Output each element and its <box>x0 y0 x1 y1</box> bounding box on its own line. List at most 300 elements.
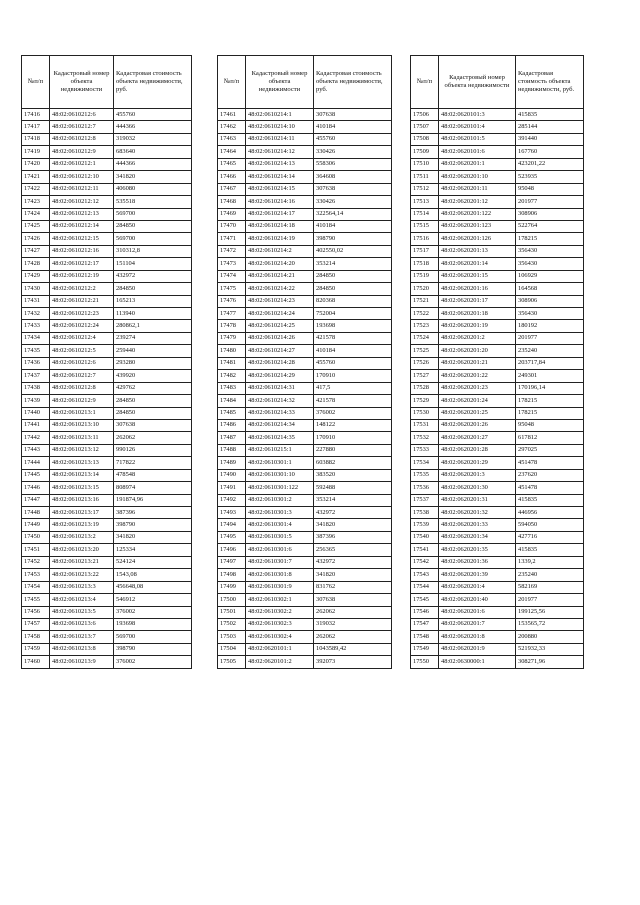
row-number: 17439 <box>22 395 50 407</box>
cadastral-number: 48:02:0610301:3 <box>246 507 314 519</box>
table-row <box>22 146 192 158</box>
cadastral-value: 535518 <box>114 196 192 208</box>
cadastral-number: 48:02:0610213:9 <box>50 656 114 668</box>
cadastral-number: 48:02:0620201:9 <box>439 643 516 655</box>
cadastral-number: 48:02:0610213:11 <box>50 432 114 444</box>
table-row <box>22 270 192 282</box>
cadastral-number: 48:02:0610214:16 <box>246 196 314 208</box>
cadastral-number: 48:02:0610213:19 <box>50 519 114 531</box>
table-row <box>218 419 392 431</box>
cadastral-number: 48:02:0610214:10 <box>246 121 314 133</box>
table-row <box>218 370 392 382</box>
row-number: 17473 <box>218 258 246 270</box>
cadastral-value: 95048 <box>516 419 584 431</box>
cadastral-value: 307638 <box>314 109 392 121</box>
row-number: 17468 <box>218 196 246 208</box>
cadastral-value: 125334 <box>114 544 192 556</box>
cadastral-value: 199125,56 <box>516 606 584 618</box>
table-row <box>22 631 192 643</box>
row-number: 17447 <box>22 494 50 506</box>
table-row <box>218 494 392 506</box>
cadastral-value: 259440 <box>114 345 192 357</box>
table-row <box>411 208 584 220</box>
cadastral-number: 48:02:0610212:1 <box>50 158 114 170</box>
table-header-row <box>411 56 584 109</box>
cadastral-number: 48:02:0610212:7 <box>50 121 114 133</box>
row-number: 17476 <box>218 295 246 307</box>
table-row <box>22 519 192 531</box>
row-number: 17449 <box>22 519 50 531</box>
cadastral-value: 594050 <box>516 519 584 531</box>
cadastral-number: 48:02:0620201:6 <box>439 606 516 618</box>
cadastral-value: 415835 <box>516 544 584 556</box>
table-row <box>411 618 584 630</box>
row-number: 17417 <box>22 121 50 133</box>
row-number: 17503 <box>218 631 246 643</box>
cadastral-value: 391440 <box>516 133 584 145</box>
cadastral-number: 48:02:0620201:12 <box>439 196 516 208</box>
table-row <box>218 345 392 357</box>
cadastral-value: 285144 <box>516 121 584 133</box>
row-number: 17458 <box>22 631 50 643</box>
row-number: 17421 <box>22 171 50 183</box>
cadastral-value: 341820 <box>314 569 392 581</box>
table-row <box>22 469 192 481</box>
cadastral-number: 48:02:0610213:21 <box>50 556 114 568</box>
table-row <box>22 556 192 568</box>
table-row <box>218 308 392 320</box>
table-row <box>411 295 584 307</box>
row-number: 17452 <box>22 556 50 568</box>
row-number: 17488 <box>218 444 246 456</box>
cadastral-number: 48:02:0620201:24 <box>439 395 516 407</box>
cadastral-value: 456648,08 <box>114 581 192 593</box>
cadastral-number: 48:02:0610212:5 <box>50 345 114 357</box>
table-row <box>22 258 192 270</box>
table-row <box>218 270 392 282</box>
cadastral-number: 48:02:0610212:14 <box>50 220 114 232</box>
cadastral-value: 353214 <box>314 494 392 506</box>
table-row <box>218 382 392 394</box>
cadastral-value: 262062 <box>314 606 392 618</box>
header-cadastral-number: Кадастровый номер объекта недвижимости <box>50 56 114 109</box>
table-row <box>218 656 392 668</box>
row-number: 17416 <box>22 109 50 121</box>
table-row <box>218 531 392 543</box>
table-row <box>411 158 584 170</box>
table-row <box>411 469 584 481</box>
cadastral-value: 307638 <box>314 594 392 606</box>
row-number: 17499 <box>218 581 246 593</box>
table-row <box>218 457 392 469</box>
table-row <box>22 308 192 320</box>
row-number: 17498 <box>218 569 246 581</box>
table-row <box>218 357 392 369</box>
cadastral-value: 603882 <box>314 457 392 469</box>
cadastral-number: 48:02:0620201:26 <box>439 419 516 431</box>
row-number: 17486 <box>218 419 246 431</box>
cadastral-value: 1339,2 <box>516 556 584 568</box>
row-number: 17457 <box>22 618 50 630</box>
cadastral-number: 48:02:0610214:20 <box>246 258 314 270</box>
table-body <box>218 109 392 669</box>
row-number: 17522 <box>411 308 439 320</box>
cadastral-value: 239274 <box>114 332 192 344</box>
cadastral-value: 284850 <box>314 270 392 282</box>
cadastral-value: 569700 <box>114 631 192 643</box>
row-number: 17535 <box>411 469 439 481</box>
cadastral-number: 48:02:0610214:23 <box>246 295 314 307</box>
table-row <box>218 220 392 232</box>
cadastral-value: 423201,22 <box>516 158 584 170</box>
header-cadastral-value: Кадастровая стоимость объекта недвижимости, руб. <box>114 56 192 109</box>
cadastral-value: 387396 <box>114 507 192 519</box>
table-row <box>411 308 584 320</box>
cadastral-number: 48:02:0610301:10 <box>246 469 314 481</box>
table-header-row <box>218 56 392 109</box>
row-number: 17426 <box>22 233 50 245</box>
cadastral-number: 48:02:0620101:4 <box>439 121 516 133</box>
cadastral-number: 48:02:0610213:5 <box>50 606 114 618</box>
cadastral-number: 48:02:0620201:126 <box>439 233 516 245</box>
cadastral-number: 48:02:0610301:122 <box>246 482 314 494</box>
cadastral-value: 341820 <box>114 171 192 183</box>
cadastral-value: 165213 <box>114 295 192 307</box>
cadastral-number: 48:02:0620201:39 <box>439 569 516 581</box>
cadastral-number: 48:02:0610214:18 <box>246 220 314 232</box>
table-row <box>22 407 192 419</box>
cadastral-value: 308906 <box>516 208 584 220</box>
table-row <box>218 606 392 618</box>
row-number: 17460 <box>22 656 50 668</box>
cadastral-value: 522764 <box>516 220 584 232</box>
table-row <box>411 258 584 270</box>
table-row <box>411 606 584 618</box>
table-row <box>411 494 584 506</box>
table-row <box>22 382 192 394</box>
table-row <box>22 494 192 506</box>
row-number: 17479 <box>218 332 246 344</box>
cadastral-value: 353214 <box>314 258 392 270</box>
cadastral-value: 356430 <box>516 258 584 270</box>
cadastral-number: 48:02:0620201:10 <box>439 171 516 183</box>
table-row <box>22 158 192 170</box>
table-row <box>218 208 392 220</box>
row-number: 17459 <box>22 643 50 655</box>
table-row <box>218 258 392 270</box>
table-row <box>218 146 392 158</box>
cadastral-value: 432972 <box>314 507 392 519</box>
table-row <box>22 444 192 456</box>
row-number: 17544 <box>411 581 439 593</box>
cadastral-number: 48:02:0620201:14 <box>439 258 516 270</box>
cadastral-number: 48:02:0620201:122 <box>439 208 516 220</box>
cadastral-number: 48:02:0620201:21 <box>439 357 516 369</box>
cadastral-number: 48:02:0610212:8 <box>50 133 114 145</box>
row-number: 17433 <box>22 320 50 332</box>
cadastral-number: 48:02:0620201:31 <box>439 494 516 506</box>
cadastral-table-1 <box>21 55 192 669</box>
row-number: 17443 <box>22 444 50 456</box>
row-number: 17530 <box>411 407 439 419</box>
row-number: 17451 <box>22 544 50 556</box>
table-row <box>22 133 192 145</box>
cadastral-number: 48:02:0610212:21 <box>50 295 114 307</box>
table-row <box>22 531 192 543</box>
cadastral-number: 48:02:0620201:19 <box>439 320 516 332</box>
row-number: 17509 <box>411 146 439 158</box>
cadastral-number: 48:02:0610214:2 <box>246 245 314 257</box>
table-row <box>22 581 192 593</box>
cadastral-value: 406080 <box>114 183 192 195</box>
row-number: 17519 <box>411 270 439 282</box>
cadastral-value: 280862,1 <box>114 320 192 332</box>
cadastral-table-3 <box>410 55 584 669</box>
cadastral-number: 48:02:0620201:36 <box>439 556 516 568</box>
cadastral-number: 48:02:0610214:26 <box>246 332 314 344</box>
table-row <box>411 544 584 556</box>
row-number: 17470 <box>218 220 246 232</box>
cadastral-value: 439920 <box>114 370 192 382</box>
table-row <box>218 444 392 456</box>
table-row <box>22 357 192 369</box>
cadastral-value: 284850 <box>114 395 192 407</box>
table-row <box>218 196 392 208</box>
cadastral-number: 48:02:0620101:5 <box>439 133 516 145</box>
row-number: 17489 <box>218 457 246 469</box>
table-row <box>218 407 392 419</box>
table-row <box>22 220 192 232</box>
cadastral-number: 48:02:0620201:29 <box>439 457 516 469</box>
cadastral-value: 341820 <box>114 531 192 543</box>
row-number: 17440 <box>22 407 50 419</box>
cadastral-value: 201977 <box>516 196 584 208</box>
row-number: 17424 <box>22 208 50 220</box>
row-number: 17532 <box>411 432 439 444</box>
cadastral-value: 153565,72 <box>516 618 584 630</box>
table-row <box>22 432 192 444</box>
cadastral-number: 48:02:0610212:12 <box>50 196 114 208</box>
row-number: 17527 <box>411 370 439 382</box>
cadastral-value: 308271,96 <box>516 656 584 668</box>
row-number: 17546 <box>411 606 439 618</box>
row-number: 17500 <box>218 594 246 606</box>
table-row <box>22 482 192 494</box>
cadastral-number: 48:02:0610213:2 <box>50 531 114 543</box>
row-number: 17502 <box>218 618 246 630</box>
cadastral-value: 256365 <box>314 544 392 556</box>
row-number: 17453 <box>22 569 50 581</box>
cadastral-value: 319032 <box>314 618 392 630</box>
table-row <box>22 594 192 606</box>
cadastral-number: 48:02:0610302:3 <box>246 618 314 630</box>
row-number: 17534 <box>411 457 439 469</box>
cadastral-number: 48:02:0620201:28 <box>439 444 516 456</box>
cadastral-value: 1543,08 <box>114 569 192 581</box>
row-number: 17455 <box>22 594 50 606</box>
table-row <box>22 507 192 519</box>
cadastral-value: 235240 <box>516 569 584 581</box>
table-row <box>22 283 192 295</box>
table-row <box>22 196 192 208</box>
cadastral-value: 582169 <box>516 581 584 593</box>
row-number: 17441 <box>22 419 50 431</box>
table-row <box>22 233 192 245</box>
cadastral-value: 820368 <box>314 295 392 307</box>
row-number: 17490 <box>218 469 246 481</box>
table-row <box>218 519 392 531</box>
cadastral-number: 48:02:0620201:17 <box>439 295 516 307</box>
cadastral-value: 831762 <box>314 581 392 593</box>
cadastral-value: 398790 <box>114 643 192 655</box>
row-number: 17517 <box>411 245 439 257</box>
table-row <box>218 395 392 407</box>
cadastral-value: 148122 <box>314 419 392 431</box>
table-row <box>22 171 192 183</box>
row-number: 17485 <box>218 407 246 419</box>
table-row <box>218 109 392 121</box>
cadastral-value: 330426 <box>314 196 392 208</box>
row-number: 17484 <box>218 395 246 407</box>
cadastral-value: 341820 <box>314 519 392 531</box>
cadastral-number: 48:02:0620201:15 <box>439 270 516 282</box>
table-row <box>218 643 392 655</box>
cadastral-number: 48:02:0620201:13 <box>439 245 516 257</box>
table-row <box>22 544 192 556</box>
cadastral-value: 398790 <box>314 233 392 245</box>
cadastral-value: 451478 <box>516 482 584 494</box>
cadastral-number: 48:02:0610213:15 <box>50 482 114 494</box>
cadastral-value: 569700 <box>114 233 192 245</box>
cadastral-number: 48:02:0610302:4 <box>246 631 314 643</box>
cadastral-value: 410184 <box>314 121 392 133</box>
row-number: 17437 <box>22 370 50 382</box>
cadastral-value: 376002 <box>314 407 392 419</box>
cadastral-value: 432972 <box>114 270 192 282</box>
row-number: 17516 <box>411 233 439 245</box>
row-number: 17465 <box>218 158 246 170</box>
cadastral-value: 297025 <box>516 444 584 456</box>
row-number: 17430 <box>22 283 50 295</box>
cadastral-number: 48:02:0620101:6 <box>439 146 516 158</box>
table-row <box>411 507 584 519</box>
row-number: 17520 <box>411 283 439 295</box>
cadastral-number: 48:02:0610213:22 <box>50 569 114 581</box>
row-number: 17450 <box>22 531 50 543</box>
cadastral-value: 178215 <box>516 395 584 407</box>
cadastral-value: 227880 <box>314 444 392 456</box>
header-number: №п/п <box>411 56 439 109</box>
cadastral-number: 48:02:0610212:23 <box>50 308 114 320</box>
cadastral-value: 284850 <box>314 283 392 295</box>
row-number: 17492 <box>218 494 246 506</box>
table-row <box>218 171 392 183</box>
cadastral-value: 170196,14 <box>516 382 584 394</box>
cadastral-number: 48:02:0620201:23 <box>439 382 516 394</box>
cadastral-value: 415835 <box>516 494 584 506</box>
cadastral-number: 48:02:0610214:35 <box>246 432 314 444</box>
cadastral-number: 48:02:0610212:2 <box>50 283 114 295</box>
cadastral-value: 455760 <box>314 133 392 145</box>
cadastral-value: 164568 <box>516 283 584 295</box>
cadastral-value: 410184 <box>314 220 392 232</box>
cadastral-number: 48:02:0610301:2 <box>246 494 314 506</box>
table-row <box>218 121 392 133</box>
cadastral-number: 48:02:0610214:12 <box>246 146 314 158</box>
cadastral-value: 310312,8 <box>114 245 192 257</box>
cadastral-number: 48:02:0610213:20 <box>50 544 114 556</box>
row-number: 17431 <box>22 295 50 307</box>
cadastral-number: 48:02:0610214:1 <box>246 109 314 121</box>
row-number: 17507 <box>411 121 439 133</box>
row-number: 17537 <box>411 494 439 506</box>
row-number: 17419 <box>22 146 50 158</box>
cadastral-number: 48:02:0610212:24 <box>50 320 114 332</box>
cadastral-number: 48:02:0610302:2 <box>246 606 314 618</box>
cadastral-value: 392073 <box>314 656 392 668</box>
cadastral-number: 48:02:0610212:4 <box>50 332 114 344</box>
cadastral-value: 191874,96 <box>114 494 192 506</box>
table-row <box>22 109 192 121</box>
cadastral-number: 48:02:0620201:11 <box>439 183 516 195</box>
cadastral-number: 48:02:0610213:17 <box>50 507 114 519</box>
cadastral-value: 455760 <box>114 109 192 121</box>
cadastral-value: 444366 <box>114 158 192 170</box>
row-number: 17422 <box>22 183 50 195</box>
row-number: 17445 <box>22 469 50 481</box>
cadastral-value: 95048 <box>516 183 584 195</box>
header-number: №п/п <box>218 56 246 109</box>
row-number: 17525 <box>411 345 439 357</box>
cadastral-number: 48:02:0610214:11 <box>246 133 314 145</box>
row-number: 17472 <box>218 245 246 257</box>
row-number: 17491 <box>218 482 246 494</box>
table-row <box>22 370 192 382</box>
table-row <box>218 245 392 257</box>
cadastral-value: 200880 <box>516 631 584 643</box>
cadastral-value: 356430 <box>516 308 584 320</box>
cadastral-value: 432972 <box>314 556 392 568</box>
cadastral-number: 48:02:0620201:2 <box>439 332 516 344</box>
cadastral-number: 48:02:0610214:27 <box>246 345 314 357</box>
cadastral-value: 1043589,42 <box>314 643 392 655</box>
table-row <box>22 121 192 133</box>
cadastral-value: 193698 <box>114 618 192 630</box>
cadastral-value: 683640 <box>114 146 192 158</box>
cadastral-number: 48:02:0620201:123 <box>439 220 516 232</box>
cadastral-value: 262062 <box>314 631 392 643</box>
cadastral-value: 170910 <box>314 432 392 444</box>
cadastral-number: 48:02:0610301:5 <box>246 531 314 543</box>
row-number: 17514 <box>411 208 439 220</box>
cadastral-number: 48:02:0610213:13 <box>50 457 114 469</box>
table-row <box>218 618 392 630</box>
row-number: 17494 <box>218 519 246 531</box>
cadastral-number: 48:02:0620201:40 <box>439 594 516 606</box>
row-number: 17539 <box>411 519 439 531</box>
header-cadastral-value: Кадастровая стоимость объекта недвижимости, руб. <box>516 56 584 109</box>
row-number: 17436 <box>22 357 50 369</box>
table-row <box>411 482 584 494</box>
table-row <box>411 556 584 568</box>
table-row <box>218 469 392 481</box>
row-number: 17444 <box>22 457 50 469</box>
table-row <box>411 569 584 581</box>
cadastral-number: 48:02:0610213:3 <box>50 581 114 593</box>
cadastral-number: 48:02:0610214:31 <box>246 382 314 394</box>
cadastral-value: 113940 <box>114 308 192 320</box>
cadastral-number: 48:02:0610214:28 <box>246 357 314 369</box>
